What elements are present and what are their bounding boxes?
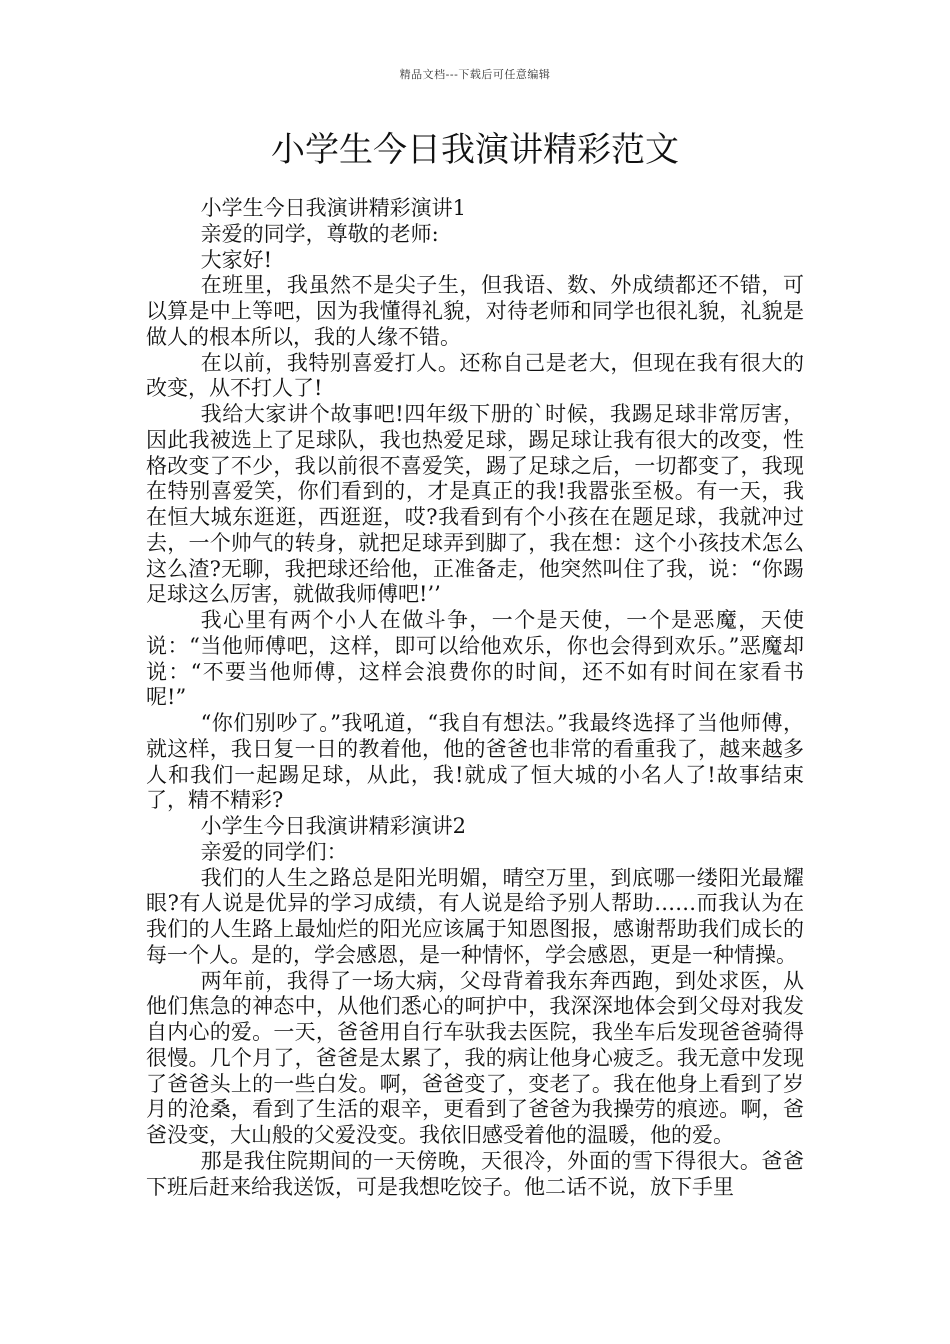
paragraph: 那是我住院期间的一天傍晚，天很冷，外面的雪下得很大。爸爸下班后赶来给我送饭，可是我想吃饺子。他二话不说，放下手里 xyxy=(146,1148,804,1199)
paragraph: 我心里有两个小人在做斗争，一个是天使，一个是恶魔，天使说：“当他师傅吧，这样，即可以给他欢乐，你也会得到欢乐。”恶魔却说：“不要当他师傅，这样会浪费你的时间，还不如有时间在家看书呢!” xyxy=(146,608,804,710)
paragraph: 大家好! xyxy=(200,247,273,272)
paragraph: 我们的人生之路总是阳光明媚，晴空万里，到底哪一缕阳光最耀眼?有人说是优异的学习成绩，有人说是给予别人帮助……而我认为在我们的人生路上最灿烂的阳光应该属于知恩图报，感谢帮助我们成长的每一个人。是的，学会感恩，是一种情怀，学会感恩，更是一种情操。 xyxy=(146,865,804,967)
paragraph: 我给大家讲个故事吧!四年级下册的`时候，我踢足球非常厉害，因此我被选上了足球队，我也热爱足球，踢足球让我有很大的改变，性格改变了不少，我以前很不喜爱笑，踢了足球之后，一切都变了，我现在特别喜爱笑，你们看到的，才是真正的我!我嚣张至极。有一天，我在恒大城东逛逛，西逛逛，哎?我看到有个小孩在在题足球，我就冲过去，一个帅气的转身，就把足球弄到脚了，我在想：这个小孩技术怎么这么渣?无聊，我把球还给他，正准备走，他突然叫住了我，说：“你踢足球这么厉害，就做我师傅吧!’’ xyxy=(146,402,804,607)
section-heading: 小学生今日我演讲精彩演讲1 xyxy=(200,196,466,220)
page-header: 精品文档---下载后可任意编辑 xyxy=(399,68,551,81)
paragraph: 两年前，我得了一场大病，父母背着我东奔西跑，到处求医，从他们焦急的神态中，从他们悉心的呵护中，我深深地体会到父母对我发自内心的爱。一天，爸爸用自行车驮我去医院，我坐车后发现爸爸骑得很慢。几个月了，爸爸是太累了，我的病让他身心疲乏。我无意中发现了爸爸头上的一些白发。啊，爸爸变了，变老了。我在他身上看到了岁月的沧桑，看到了生活的艰辛，更看到了爸爸为我操劳的痕迹。啊，爸爸没变，大山般的父爱没变。我依旧感受着他的温暖，他的爱。 xyxy=(146,968,804,1147)
document-title: 小学生今日我演讲精彩范文 xyxy=(271,130,679,170)
paragraph: “你们别吵了。”我吼道，“我自有想法。”我最终选择了当他师傅，就这样，我日复一日的教着他，他的爸爸也非常的看重我了，越来越多人和我们一起踢足球，从此，我!就成了恒大城的小名人了!故事结束了，精不精彩? xyxy=(146,711,804,813)
paragraph: 在班里，我虽然不是尖子生，但我语、数、外成绩都还不错，可以算是中上等吧，因为我懂得礼貌，对待老师和同学也很礼貌，礼貌是做人的根本所以，我的人缘不错。 xyxy=(146,273,804,349)
document-body xyxy=(146,196,804,1200)
paragraph: 亲爱的同学，尊敬的老师: xyxy=(200,221,439,246)
paragraph: 在以前，我特别喜爱打人。还称自己是老大，但现在我有很大的改变，从不打人了! xyxy=(146,350,804,401)
paragraph: 亲爱的同学们： xyxy=(200,839,348,864)
section-heading: 小学生今日我演讲精彩演讲2 xyxy=(200,814,466,838)
